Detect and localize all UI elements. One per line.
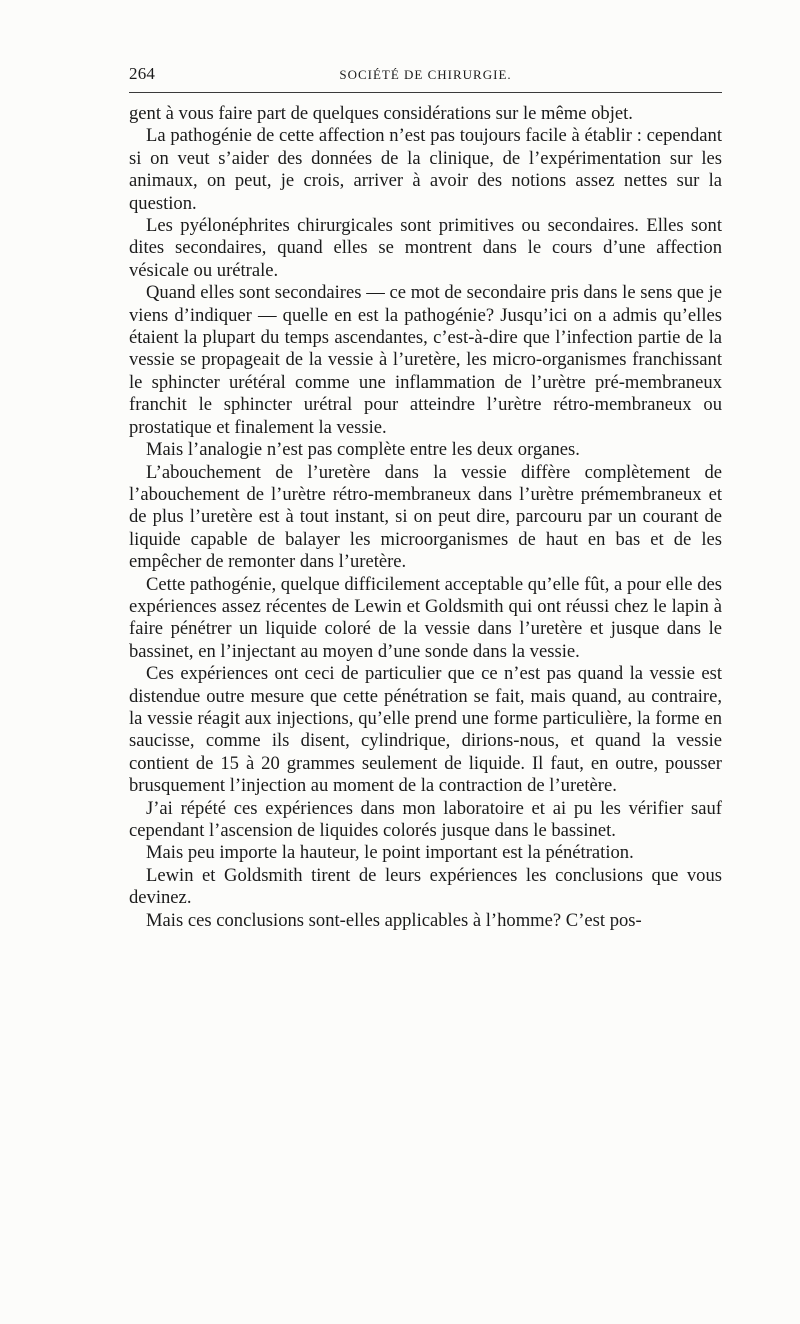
- book-page: [129, 58, 722, 932]
- header-rule: [129, 92, 722, 93]
- paragraph-continued: gent à vous faire part de quelques considérations sur le même objet.: [129, 103, 633, 124]
- running-header: [129, 58, 722, 92]
- paragraph: Ces expériences ont ceci de particulier que ce n’est pas quand la vessie est distendue outre mesure que cette pénétration se fait, mais quand, au contraire, la vessie réagit aux injections, qu’elle prend une forme particulière, la forme en saucisse, comme ils disent, cylindrique, dirions-nous, et quand la vessie contient de 15 à 20 grammes seulement de liquide. Il faut, en outre, pousser brusquement l’injection au moment de la contraction de l’uretère.: [129, 663, 722, 797]
- body-text: [129, 103, 722, 932]
- running-title: SOCIÉTÉ DE CHIRURGIE.: [339, 67, 512, 82]
- page-number: 264: [129, 64, 156, 83]
- paragraph: Mais l’analogie n’est pas complète entre les deux organes.: [146, 439, 580, 461]
- paragraph: L’abouchement de l’uretère dans la vessie diffère complètement de l’abouchement de l’urètre rétro-membraneux dans l’urètre prémembraneux et de plus l’uretère est à tout instant, si on peut dire, parcouru par un courant de liquide capable de balayer les microorganismes de haut en bas et de les empêcher de remonter dans l’uretère.: [129, 461, 722, 573]
- paragraph: La pathogénie de cette affection n’est pas toujours facile à établir : cependant si on veut s’aider des données de la clinique, de l’expérimentation sur les animaux, on peut, je crois, arriver à avoir des notions assez nettes sur la question.: [129, 125, 722, 214]
- paragraph: Lewin et Goldsmith tirent de leurs expériences les conclusions que vous devinez.: [129, 864, 722, 909]
- paragraph: Cette pathogénie, quelque difficilement acceptable qu’elle fût, a pour elle des expériences assez récentes de Lewin et Goldsmith qui ont réussi chez le lapin à faire pénétrer un liquide coloré de la vessie dans l’uretère et jusque dans le bassinet, en l’injectant au moyen d’une sonde dans la vessie.: [129, 573, 722, 662]
- paragraph: Quand elles sont secondaires — ce mot de secondaire pris dans le sens que je viens d’indiquer — quelle en est la pathogénie? Jusqu’ici on a admis qu’elles étaient la plupart du temps ascendantes, c’est-à-dire que l’infection partie de la vessie se propageait de la vessie à l’uretère, les micro-organismes franchissant le sphincter urétéral comme une inflammation de l’urètre pré-membraneux franchit le sphincter urétral pour atteindre l’urètre rétro-membraneux ou prostatique et finalement la vessie.: [129, 282, 722, 438]
- paragraph: Mais ces conclusions sont-elles applicables à l’homme? C’est pos-: [146, 909, 642, 931]
- paragraph: J’ai répété ces expériences dans mon laboratoire et ai pu les vérifier sauf cependant l’ascension de liquides colorés jusque dans le bassinet.: [129, 797, 722, 841]
- paragraph: Mais peu importe la hauteur, le point important est la pénétration.: [146, 842, 634, 864]
- paragraph: Les pyélonéphrites chirurgicales sont primitives ou secondaires. Elles sont dites secondaires, quand elles se montrent dans le cours d’une affection vésicale ou urétrale.: [129, 215, 722, 281]
